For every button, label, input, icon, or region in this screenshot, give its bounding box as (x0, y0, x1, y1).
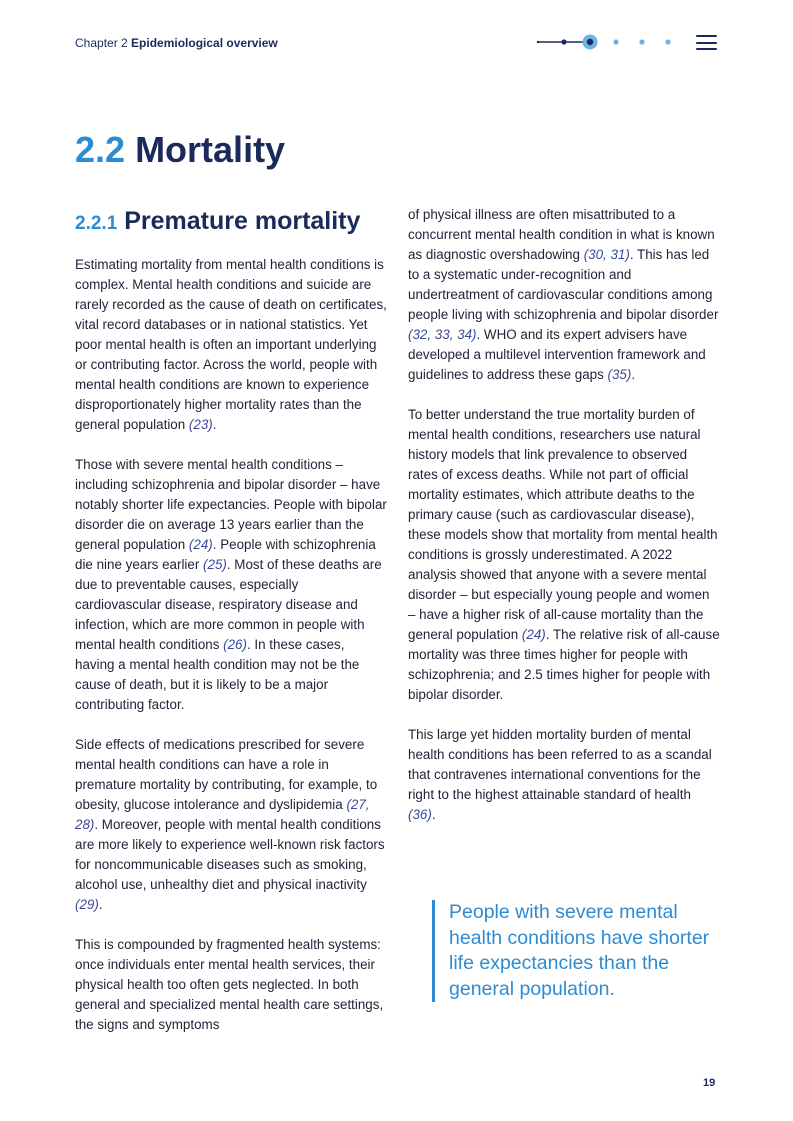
paragraph-text: . WHO and its expert advisers have developed a multilevel intervention framework and guidelines to address these gaps (408, 327, 706, 382)
right-column-text (408, 205, 720, 845)
citation-link[interactable]: (32, 33, 34) (408, 327, 477, 342)
progress-step-current[interactable] (587, 39, 593, 45)
paragraph-text: . The relative risk of all-cause mortality was three times higher for people with schizophrenia; and 2.5 times higher for people with bipolar disorder. (408, 627, 720, 702)
pull-quote: People with severe mental health conditions have shorter life expectancies than the general population. (432, 900, 722, 1002)
citation-link[interactable]: (27, 28) (75, 797, 370, 832)
body-paragraph (75, 255, 387, 435)
citation-link[interactable]: (35) (607, 367, 632, 382)
citation-link[interactable]: (26) (223, 637, 247, 652)
paragraph-text: This large yet hidden mortality burden of mental health conditions has been referred to as a scandal that contravenes international conventions for the right to the highest attainable standard of health (408, 727, 712, 802)
body-paragraph (75, 935, 387, 1035)
page-number: 19 (703, 1077, 716, 1089)
chapter-label: Chapter 2 (75, 36, 128, 50)
body-paragraph (75, 735, 387, 915)
citation-link[interactable]: (23) (188, 417, 213, 432)
paragraph-text: Those with severe mental health conditions – including schizophrenia and bipolar disorder – have notably shorter life expectancies. People with bipolar disorder die on average 13 years earlier than the general population (75, 457, 387, 552)
progress-step[interactable] (561, 39, 566, 44)
paragraph-text: This is compounded by fragmented health systems: once individuals enter mental health services, their physical health too often gets neglected. In both general and specialized mental health care settings, the signs and symptoms (75, 937, 384, 1032)
citation-link[interactable]: (36) (408, 807, 432, 822)
section-number: 2.2 (75, 129, 126, 170)
paragraph-text: . (98, 897, 103, 912)
progress-step[interactable] (665, 39, 670, 44)
subsection-heading (75, 204, 360, 241)
chapter-progress-indicator[interactable] (535, 33, 675, 51)
paragraph-text: Side effects of medications prescribed for severe mental health conditions can have a role in premature mortality by contributing, for example, to obesity, glucose intolerance and dyslipidemia (75, 737, 378, 812)
body-paragraph (408, 405, 720, 705)
citation-link[interactable]: (30, 31) (583, 247, 630, 262)
paragraph-text: . Moreover, people with mental health conditions are more likely to experience well-known risk factors for noncommunicable diseases such as smoking, alcohol use, unhealthy diet and physical inactivity (75, 817, 385, 892)
left-column-text (75, 255, 387, 1055)
citation-link[interactable]: (24) (188, 537, 213, 552)
body-paragraph (408, 725, 720, 825)
menu-icon[interactable] (696, 35, 717, 50)
section-heading (75, 128, 285, 172)
body-paragraph (408, 205, 720, 385)
paragraph-text: Estimating mortality from mental health conditions is complex. Mental health conditions and suicide are rarely recorded as the cause of death on certificates, vital record databases or in national statistics. Yet poor mental health is often an important underlying or contributing factor. Across the world, people with mental health conditions are known to experience disproportionately higher mortality rates than the general population (75, 257, 387, 432)
progress-step[interactable] (613, 39, 618, 44)
paragraph-text: . In these cases, having a mental health condition may not be the cause of death, but it is likely to be a major contributing factor. (75, 637, 360, 712)
section-title: Mortality (135, 129, 286, 170)
progress-step[interactable] (639, 39, 644, 44)
subsection-title: Premature mortality (124, 207, 361, 235)
chapter-header (75, 36, 278, 50)
citation-link[interactable]: (29) (75, 897, 99, 912)
subsection-number: 2.2.1 (75, 213, 118, 234)
citation-link[interactable]: (25) (203, 557, 227, 572)
paragraph-text: . People with schizophrenia die nine years earlier (75, 537, 376, 572)
paragraph-text: of physical illness are often misattributed to a concurrent mental health condition in what is known as diagnostic overshadowing (408, 207, 715, 262)
citation-link[interactable]: (24) (521, 627, 546, 642)
progress-step[interactable] (537, 41, 539, 43)
paragraph-text: . Most of these deaths are due to preventable causes, especially cardiovascular disease, respiratory disease and infection, which are more common in people with mental health conditions (75, 557, 382, 652)
chapter-title: Epidemiological overview (131, 36, 278, 50)
paragraph-text: . (212, 417, 217, 432)
paragraph-text: To better understand the true mortality burden of mental health conditions, researchers use natural history models that link prevalence to observed rates of excess deaths. While not part of official mortality estimates, which attribute deaths to the primary cause (such as cardiovascular disease), these models show that mortality from mental health conditions is grossly underestimated. A 2022 analysis showed that anyone with a severe mental disorder – but especially young people and women – have a higher risk of all-cause mortality than the general population (408, 407, 718, 642)
paragraph-text: . (631, 367, 636, 382)
body-paragraph (75, 455, 387, 715)
paragraph-text: . (431, 807, 436, 822)
paragraph-text: . This has led to a systematic under-recognition and undertreatment of cardiovascular conditions among people living with schizophrenia and bipolar disorder (408, 247, 719, 322)
